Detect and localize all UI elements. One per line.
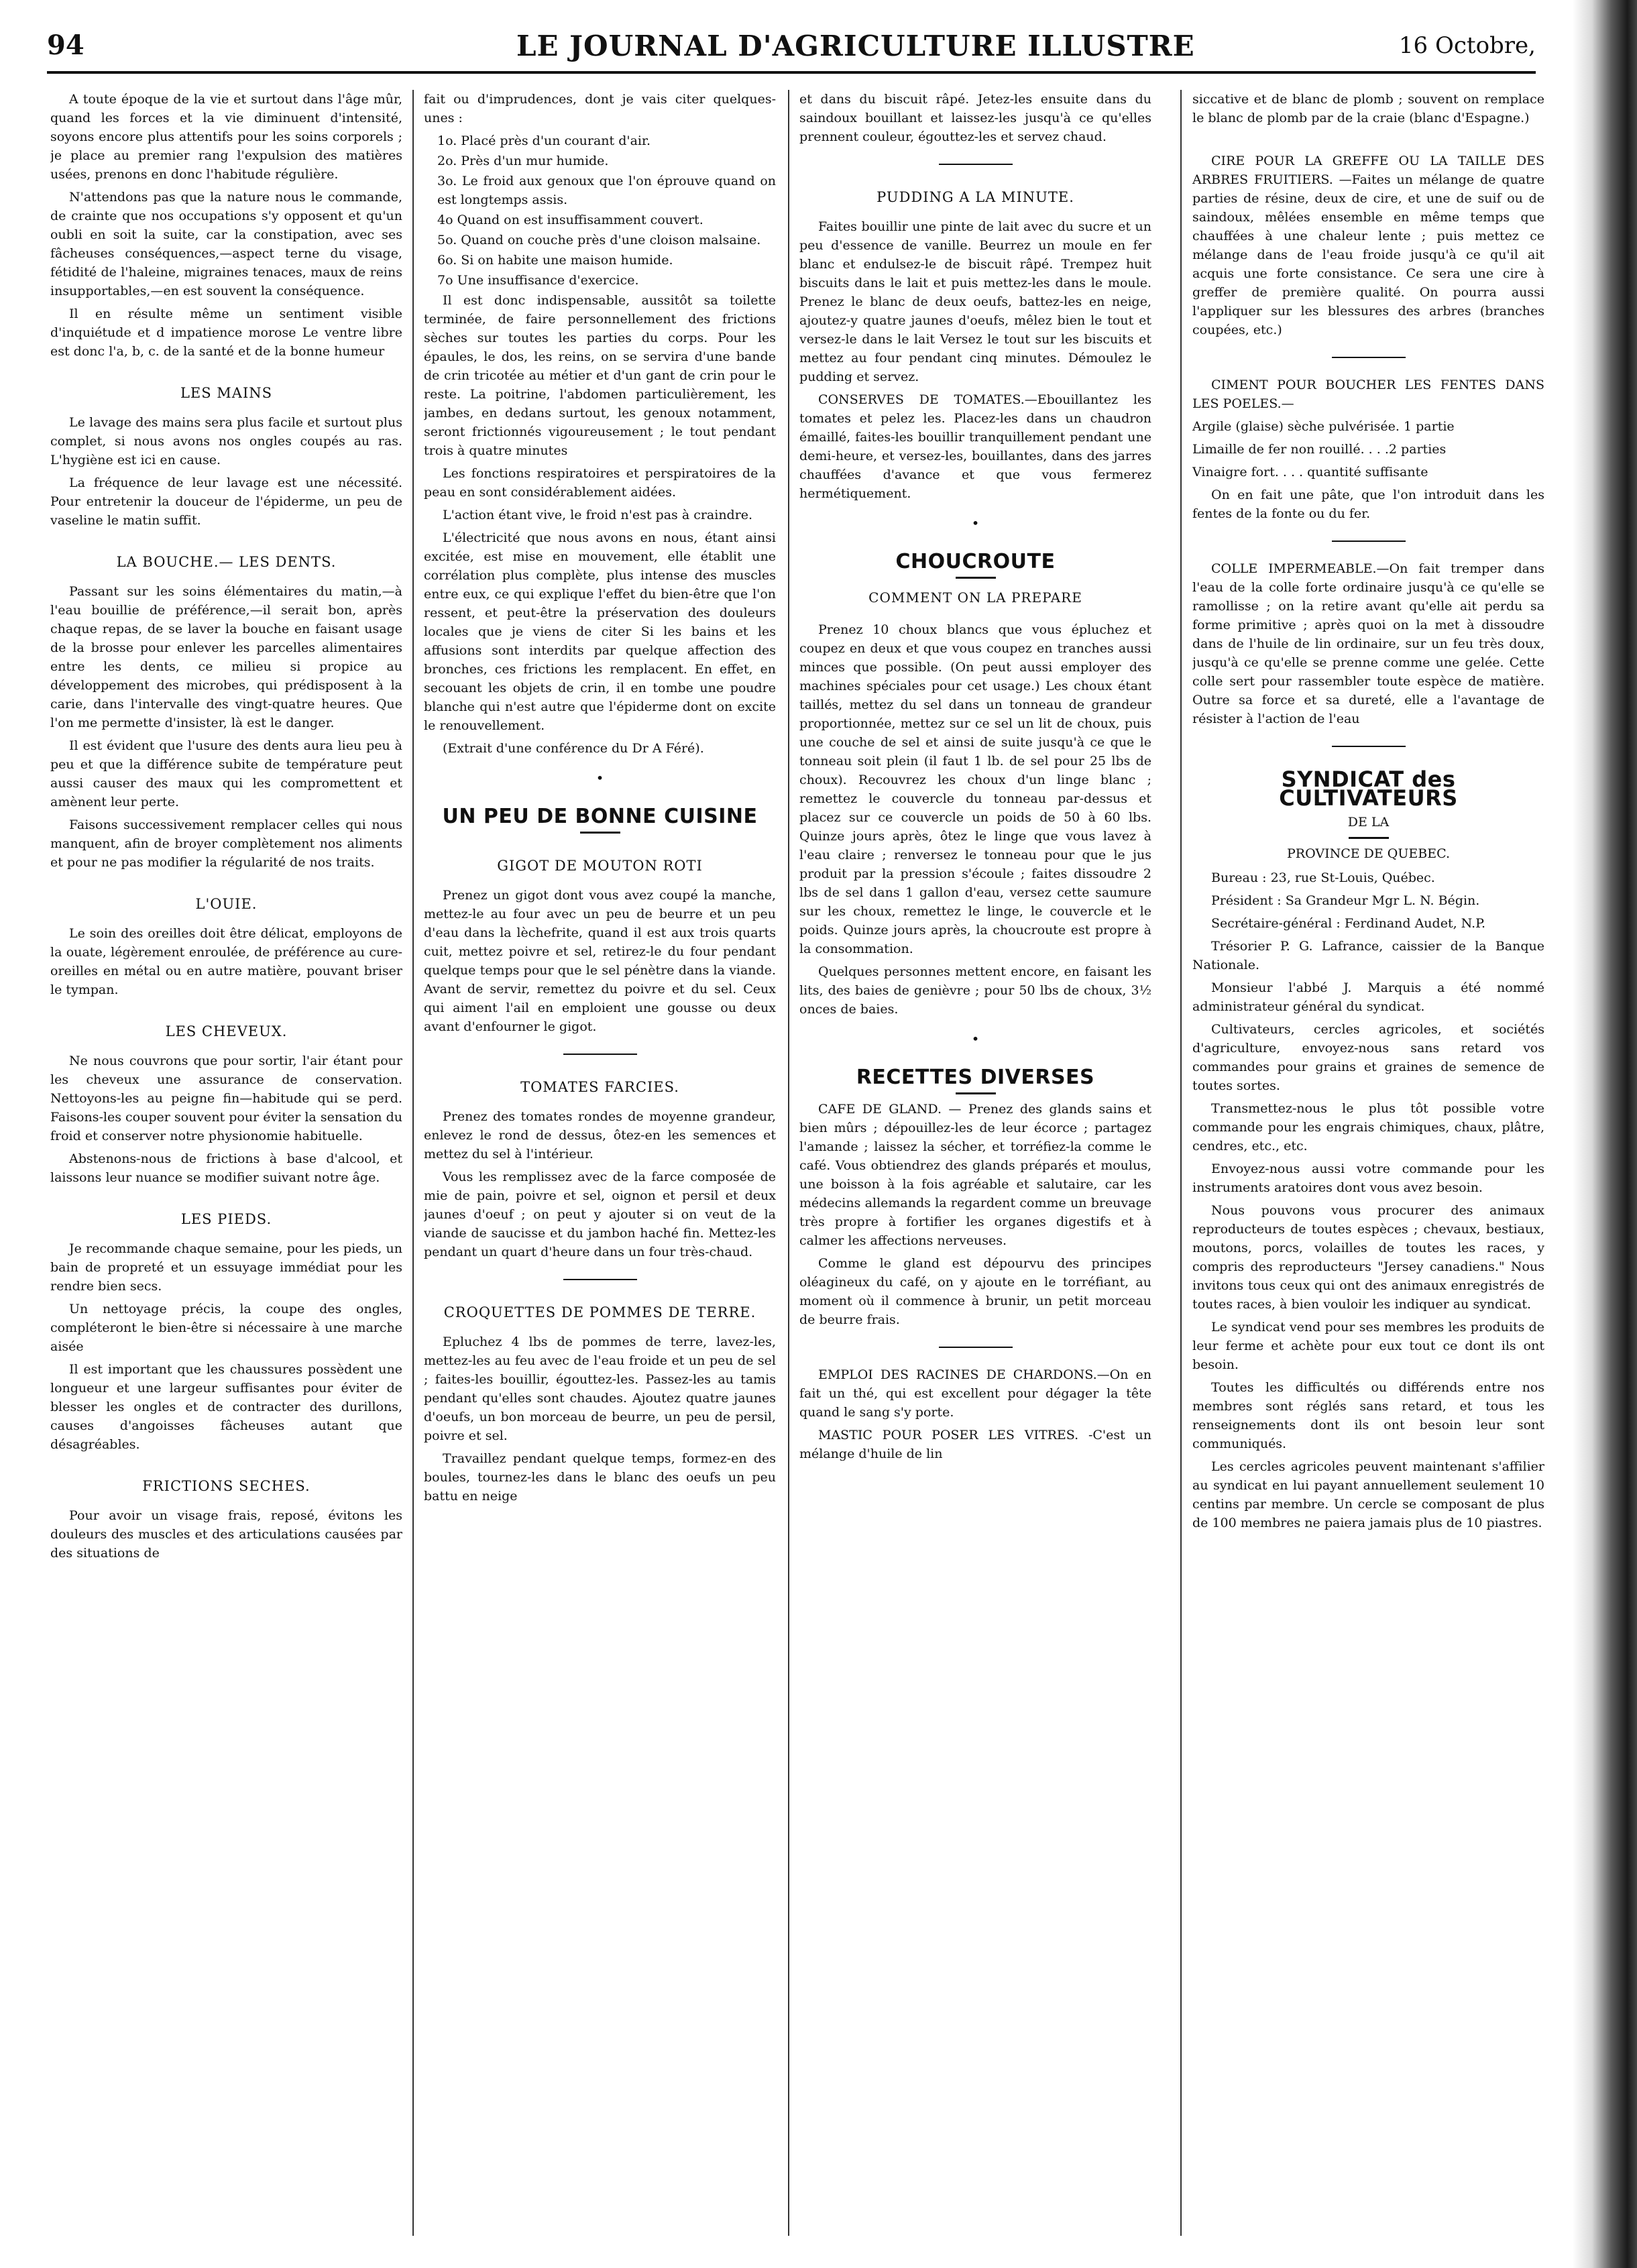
paragraph: Le lavage des mains sera plus facile et surtout plus complet, si nous avons nos ongles coupés au ras. L'hygiène est ici en cause.	[50, 415, 402, 467]
paragraph: Il est important que les chaussures possèdent une longueur et une largeur suffisantes pour éviter de blesser les ongles et de contracter des durillons, causes d'angoisses fâcheuses autant que désagréables.	[50, 1362, 402, 1452]
separator-dot: •	[971, 515, 980, 531]
column-4	[1192, 90, 1544, 2236]
paragraph: Il en résulte même un sentiment visible d'inquiétude et d impatience morose Le ventre libre est donc l'a, b, c. de la santé et de la bonne humeur	[50, 306, 402, 359]
list-item: 1o. Placé près d'un courant d'air.	[437, 133, 651, 148]
section-title-choucroute: CHOUCROUTE	[895, 550, 1056, 573]
paragraph: A toute époque de la vie et surtout dans l'âge mûr, quand les forces et la vie diminuent d'intensité, soyons encore plus attentifs pour les soins corporels ; je place au premier rang l'expulsion des matières usées, prenons en donc l'habitude régulière.	[50, 92, 402, 182]
subtitle-choucroute: COMMENT ON LA PREPARE	[868, 589, 1082, 606]
paragraph: MASTIC POUR POSER LES VITRES. -C'est un mélange d'huile de lin	[799, 1428, 1151, 1461]
paragraph: CONSERVES DE TOMATES.—Ebouillantez les tomates et pelez les. Placez-les dans un chaudron émaillé, faites-les bouillir tranquillement pendant une demi-heure, et versez-les, bouillantes, dans des jarres chauffées d'avance et que vous fermerez hermétiquement.	[799, 392, 1151, 501]
title-rule	[1349, 837, 1389, 839]
paragraph: Pour avoir un visage frais, reposé, évitons les douleurs des muscles et des articulations causées par des situations de	[50, 1508, 402, 1561]
page-number: 94	[47, 30, 84, 61]
masthead	[47, 27, 1536, 71]
paragraph: Faites bouillir une pinte de lait avec du sucre et un peu d'essence de vanille. Beurrez un moule en fer blanc et endulsez-le de biscuit râpé. Trempez huit biscuits dans le lait et puis mettez-les dans le moule. Prenez le blanc de deux oeufs, battez-les en neige, ajoutez-y quatre jaunes d'oeufs, mêlez bien le tout et versez-le dans le lait Versez le tout sur les biscuits et mettez au four pendant cinq minutes. Démoulez le pudding et servez.	[799, 219, 1151, 384]
paragraph: EMPLOI DES RACINES DE CHARDONS.—On en fait un thé, qui est excellent pour dégager la tête quand le sang s'y porte.	[799, 1367, 1151, 1420]
list-item: 2o. Près d'un mur humide.	[437, 154, 609, 168]
column-1	[50, 90, 402, 2236]
list-item: 7o Une insuffisance d'exercice.	[437, 273, 639, 288]
separator-dot: •	[971, 1031, 980, 1047]
column-divider	[788, 90, 789, 2236]
paragraph: Les cercles agricoles peuvent maintenant s'affilier au syndicat en lui payant annuellement seulement 10 centins par membre. Un cercle se composant de plus de 100 membres ne paiera jamais plus de 10 piastres.	[1192, 1459, 1544, 1530]
section-heading-mains: LES MAINS	[180, 385, 273, 401]
list-item: 6o. Si on habite une maison humide.	[437, 253, 673, 268]
paragraph: CIMENT POUR BOUCHER LES FENTES DANS LES POELES.—	[1192, 378, 1544, 411]
syndicat-tresorier: Trésorier P. G. Lafrance, caissier de la Banque Nationale.	[1192, 939, 1544, 972]
scanned-page-edge	[1573, 0, 1637, 2268]
paragraph: Epluchez 4 lbs de pommes de terre, lavez-les, mettez-les au feu avec de l'eau froide et un peu de sel ; faites-les bouillir, égouttez-les. Passez-les au tamis pendant qu'elles sont chaudes. Ajoutez quatre jaunes d'oeufs, un bon morceau de beurre, un peu de persil, poivre et sel.	[424, 1335, 776, 1443]
list-item: 4o Quand on est insuffisamment couvert.	[437, 213, 703, 227]
masthead-rule	[47, 71, 1536, 74]
paragraph: Prenez des tomates rondes de moyenne grandeur, enlevez le rond de dessus, ôtez-en les semences et mettez du sel à l'intérieur.	[424, 1109, 776, 1161]
recipe-line: Argile (glaise) sèche pulvérisée. 1 partie	[1192, 419, 1455, 434]
separator-rule	[939, 1347, 1013, 1348]
recipe-line: Vinaigre fort. . . . quantité suffisante	[1192, 465, 1428, 479]
paragraph: La fréquence de leur lavage est une nécessité. Pour entretenir la douceur de l'épiderme, un peu de vaseline le matin suffit.	[50, 475, 402, 528]
section-heading-pieds: LES PIEDS.	[180, 1211, 272, 1227]
recipe-line: Limaille de fer non rouillé. . . .2 parties	[1192, 442, 1447, 457]
citation: (Extrait d'une conférence du Dr A Féré).	[443, 741, 704, 756]
paragraph: Comme le gland est dépourvu des principes oléagineux du café, on y ajoute en le torréfiant, au moment où il commence à brunir, un petit morceau de beurre frais.	[799, 1256, 1151, 1327]
syndicat-subtitle-province: PROVINCE DE QUEBEC.	[1287, 846, 1450, 861]
paragraph: Je recommande chaque semaine, pour les pieds, un bain de propreté et un essuyage immédiat pour les rendre bien secs.	[50, 1241, 402, 1294]
paragraph: On en fait une pâte, que l'on introduit dans les fentes de la fonte ou du fer.	[1192, 488, 1544, 521]
paragraph: Toutes les difficultés ou différends entre nos membres sont réglés sans retard, et tous les renseignements dont ils ont besoin leur sont communiqués.	[1192, 1380, 1544, 1451]
paragraph: Vous les remplissez avec de la farce composée de mie de pain, poivre et sel, oignon et persil et deux jaunes d'oeuf ; on peut y ajouter si on veut de la viande de saucisse et du jambon haché fin. Mettez-les pendant un quart d'heure dans un four très-chaud.	[424, 1170, 776, 1259]
paragraph: L'électricité que nous avons en nous, étant ainsi excitée, est mise en mouvement, elle établit une corrélation plus complète, plus intense des muscles entre eux, ce qui explique l'effet du bien-être que l'on ressent, et peut-être la préservation des douleurs locales que je viens de citer Si les bains et les affusions sont interdits par quelque affection des bronches, ces frictions les remplacent. En effet, en secouant les objets de crin, il en tombe une poudre blanche qui n'est autre que l'épiderme dont on excite le renouvellement.	[424, 530, 776, 733]
separator-rule	[563, 1054, 637, 1055]
column-divider	[412, 90, 414, 2236]
paragraph: Il est évident que l'usure des dents aura lieu peu à peu et que la différence subite de température peut aussi causer des maux qui les compromettent et amènent leur perte.	[50, 738, 402, 809]
paragraph: Il est donc indispensable, aussitôt sa toilette terminée, de faire personnellement des frictions sèches sur toutes les parties du corps. Pour les épaules, le dos, les reins, on se servira d'une bande de crin tricotée au métier et d'un gant de crin pour le reste. La poitrine, l'abdomen particulièrement, les jambes, en dedans surtout, les genoux notamment, seront frictionnés vigoureusement ; le tout pendant trois à quatre minutes	[424, 293, 776, 458]
column-divider	[1180, 90, 1182, 2236]
paragraph: Prenez un gigot dont vous avez coupé la manche, mettez-le au four avec un peu de beurre et un peu d'eau dans la lèchefrite, quand il est aux trois quarts cuit, mettez poivre et sel, retirez-le du four pendant quelque temps pour que le sel pénètre dans la viande. Avant de servir, remettez du poivre et du sel. Ceux qui aiment l'ail en emploient une gousse ou deux avant d'enfourner le gigot.	[424, 888, 776, 1034]
title-rule	[580, 832, 620, 834]
column-3	[799, 90, 1151, 2236]
separator-rule	[1332, 541, 1406, 542]
section-heading-frictions: FRICTIONS SECHES.	[142, 1478, 311, 1494]
separator-rule	[1332, 746, 1406, 747]
paragraph: Monsieur l'abbé J. Marquis a été nommé administrateur général du syndicat.	[1192, 980, 1544, 1014]
paragraph: CAFE DE GLAND. — Prenez des glands sains et bien mûrs ; dépouillez-les de leur écorce ; partagez l'amande ; laissez la sécher, et torréfiez-la comme le café. Vous obtiendrez des glands préparés et moulus, une boisson à la fois agréable et salutaire, car les médecins allemands la regardent comme un breuvage très propre à fortifier les organes digestifs et à calmer les affections nerveuses.	[799, 1102, 1151, 1248]
paragraph: Envoyez-nous aussi votre commande pour les instruments aratoires dont vous avez besoin.	[1192, 1161, 1544, 1195]
paragraph: Quelques personnes mettent encore, en faisant les lits, des baies de genièvre ; pour 50 lbs de choux, 3½ onces de baies.	[799, 964, 1151, 1017]
paragraph: Un nettoyage précis, la coupe des ongles, compléteront le bien-être si nécessaire à une marche aisée	[50, 1302, 402, 1354]
separator-rule	[563, 1279, 637, 1280]
section-heading-ouie: L'OUIE.	[195, 896, 258, 912]
list-item: 5o. Quand on couche près d'une cloison malsaine.	[437, 233, 761, 247]
section-heading-cheveux: LES CHEVEUX.	[165, 1023, 288, 1039]
syndicat-subtitle-dela: DE LA	[1347, 815, 1390, 830]
section-title-recettes: RECETTES DIVERSES	[856, 1066, 1095, 1089]
section-title-syndicat: SYNDICAT des CULTIVATEURS	[1279, 767, 1458, 811]
list-item: 3o. Le froid aux genoux que l'on éprouve quand on est longtemps assis.	[437, 174, 776, 207]
syndicat-bureau: Bureau : 23, rue St-Louis, Québec.	[1211, 870, 1435, 885]
paragraph: Abstenons-nous de frictions à base d'alcool, et laissons leur nuance se modifier suivant notre âge.	[50, 1151, 402, 1185]
separator-rule	[939, 164, 1013, 165]
recipe-heading-tomates: TOMATES FARCIES.	[520, 1079, 679, 1095]
paragraph: COLLE IMPERMEABLE.—On fait tremper dans l'eau de la colle forte ordinaire jusqu'à ce qu'elle se ramollisse ; on la retire avant qu'elle ait perdu sa forme primitive ; après quoi on la met à dissoudre dans de l'huile de lin ordinaire, sur un feu très doux, jusqu'à ce qu'elle se prenne comme une gelée. Cette colle sert pour rassembler toute espèce de matière. Outre sa force et sa dureté, elle a l'avantage de résister à l'action de l'eau	[1192, 561, 1544, 726]
paragraph: Cultivateurs, cercles agricoles, et sociétés d'agriculture, envoyez-nous sans retard vos commandes pour grains et graines de semence de toutes sortes.	[1192, 1022, 1544, 1093]
paragraph: Prenez 10 choux blancs que vous épluchez et coupez en deux et que vous coupez en tranches aussi minces que possible. (On peut aussi employer des machines spéciales pour cet usage.) Les choux étant taillés, mettez du sel dans un tonneau de grandeur proportionnée, mettez sur ce sel un lit de choux, puis une couche de sel et ainsi de suite jusqu'à ce que le tonneau soit plein (il faut 1 lb. de sel pour 25 lbs de choux). Recouvrez les choux d'un linge blanc ; remettez le couvercle du tonneau par-dessus et placez sur ce couvercle un poids de 50 à 60 lbs. Quinze jours après, ôtez le linge que vous lavez à l'eau claire ; renversez le tonneau pour que le jus produit par la pression s'écoule ; faites dissoudre 2 lbs de sel dans 1 gallon d'eau, versez cette saumure sur les choux, remettez le linge, le couvercle et le poids. Quinze jours après, la choucroute est propre à la consommation.	[799, 622, 1151, 956]
paragraph: Le soin des oreilles doit être délicat, employons de la ouate, légèrement enroulée, de préférence au cure-oreilles en métal ou en autre matière, pouvant briser le tympan.	[50, 926, 402, 997]
causes-list	[424, 131, 776, 290]
separator-dot: •	[596, 770, 604, 786]
column-2	[424, 90, 776, 2236]
paragraph: fait ou d'imprudences, dont je vais citer quelques-unes :	[424, 92, 776, 125]
issue-date: 16 Octobre,	[1398, 32, 1536, 59]
title-rule	[956, 577, 996, 579]
recipe-heading-gigot: GIGOT DE MOUTON ROTI	[497, 858, 703, 874]
paragraph: Le syndicat vend pour ses membres les produits de leur ferme et achète pour eux tout ce dont ils ont besoin.	[1192, 1320, 1544, 1372]
paragraph: Faisons successivement remplacer celles qui nous manquent, afin de broyer complètement nos aliments et pour ne pas modifier la régularité de nos traits.	[50, 817, 402, 870]
paragraph: L'action étant vive, le froid n'est pas à craindre.	[443, 508, 753, 522]
paragraph: siccative et de blanc de plomb ; souvent on remplace le blanc de plomb par de la craie (blanc d'Espagne.)	[1192, 92, 1544, 125]
syndicat-secretaire: Secrétaire-général : Ferdinand Audet, N.P.	[1211, 916, 1486, 931]
separator-rule	[1332, 357, 1406, 358]
recipe-heading-croquettes: CROQUETTES DE POMMES DE TERRE.	[443, 1304, 756, 1320]
paragraph: Ne nous couvrons que pour sortir, l'air étant pour les cheveux une assurance de conservation. Nettoyons-les au peigne fin—habitude qui se perd. Faisons-les couper souvent pour éviter la sensation du froid et conserver notre physionomie habituelle.	[50, 1054, 402, 1143]
syndicat-president: Président : Sa Grandeur Mgr L. N. Bégin.	[1211, 893, 1480, 908]
paragraph: Transmettez-nous le plus tôt possible votre commande pour les engrais chimiques, chaux, plâtre, cendres, etc., etc.	[1192, 1101, 1544, 1153]
recipe-heading-pudding: PUDDING A LA MINUTE.	[877, 189, 1074, 205]
paragraph: Nous pouvons vous procurer des animaux reproducteurs de toutes espèces ; chevaux, bestiaux, moutons, porcs, volailles de toutes les races, y compris des reproducteurs "Jersey canadiens." Nous invitons tous ceux qui ont des animaux enregistrés de toutes races, à bien vouloir les indiquer au syndicat.	[1192, 1203, 1544, 1312]
section-heading-bouche: LA BOUCHE.— LES DENTS.	[116, 554, 337, 570]
paragraph: Passant sur les soins élémentaires du matin,—à l'eau bouillie de préférence,—il serait bon, après chaque repas, de se laver la bouche en faisant usage de la brosse pour enlever les parcelles alimentaires entre les dents, ce milieu si propice au développement des microbes, qui prédisposent à la carie, dans l'intervalle des vingt-quatre heures. Que l'on me permette d'insister, là est le danger.	[50, 584, 402, 730]
journal-title: LE JOURNAL D'AGRICULTURE ILLUSTRE	[516, 30, 1195, 62]
paragraph: Travaillez pendant quelque temps, formez-en des boules, tournez-les dans le blanc des oeufs un peu battu en neige	[424, 1451, 776, 1504]
paragraph: et dans du biscuit râpé. Jetez-les ensuite dans du saindoux bouillant et laissez-les jusqu'à ce qu'elles prennent couleur, égouttez-les et servez chaud.	[799, 92, 1151, 144]
paragraph: N'attendons pas que la nature nous le commande, de crainte que nos occupations s'y opposent et qu'un oubli en soit la suite, car la constipation, avec ses fâcheuses conséquences,—aspect terne du visage, fétidité de l'haleine, migraines tenaces, maux de reins insupportables,—en est souvent la conséquence.	[50, 190, 402, 298]
paragraph: CIRE POUR LA GREFFE OU LA TAILLE DES ARBRES FRUITIERS. —Faites un mélange de quatre parties de résine, deux de cire, et une de suif ou de saindoux, mêlées ensemble en même temps que chauffées à une chaleur lente ; puis mettez ce mélange dans de l'eau froide jusqu'à ce qu'il ait acquis une forte consistance. Ce sera une cire à greffer de première qualité. On pourra aussi l'appliquer sur les blessures des arbres (branches coupées, etc.)	[1192, 154, 1544, 337]
section-title-cuisine: UN PEU DE BONNE CUISINE	[442, 805, 758, 828]
paragraph: Les fonctions respiratoires et perspiratoires de la peau en sont considérablement aidées.	[424, 466, 776, 500]
title-rule	[956, 1092, 996, 1094]
